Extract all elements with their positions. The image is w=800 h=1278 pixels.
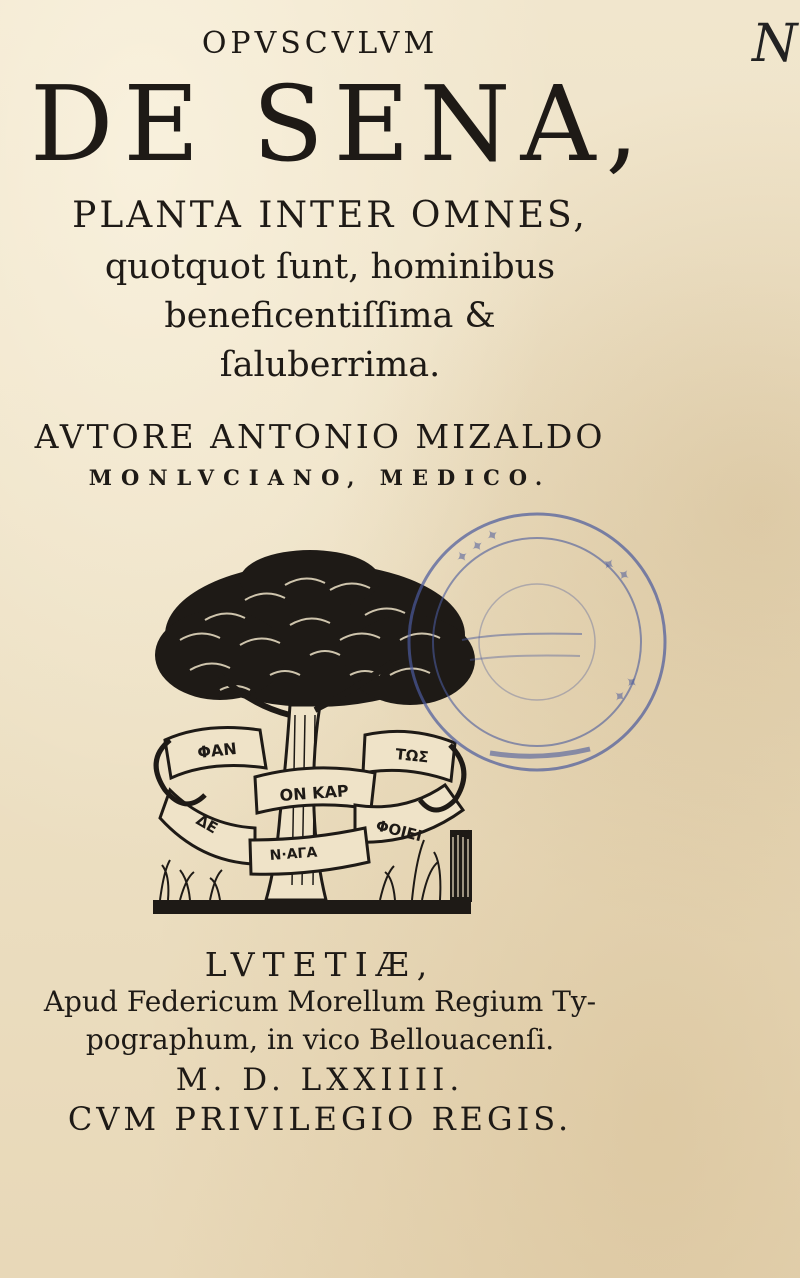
ribbon-word-2: ΤΩΣ <box>394 745 430 767</box>
ribbon-word-6: Ν·ΑΓΑ <box>269 844 318 864</box>
imprint-place: LVTETIÆ, <box>204 945 436 984</box>
library-stamp <box>400 505 675 780</box>
author-origin: MONLVCIANO, MEDICO. <box>88 465 552 490</box>
svg-text:✦ ✦ ✦: ✦ ✦ ✦ <box>451 523 504 569</box>
privilege-line: CVM PRIVILEGIO REGIS. <box>67 1100 573 1138</box>
imprint-year: M. D. LXXIIII. <box>175 1062 465 1098</box>
ribbon-word-4: ΦΟΙΕΙ <box>374 816 424 846</box>
ribbon-word-3: ΟΝ ΚΑΡ <box>278 781 350 805</box>
svg-text:✦ ✦: ✦ ✦ <box>608 670 644 708</box>
imprint-printer-line-1: Apud Federicum Morellum Regium Ty- <box>43 985 597 1018</box>
main-title: DE SENA, <box>30 63 649 185</box>
subtitle-line-4: ſaluberrima. <box>219 345 441 385</box>
subtitle-line-1: PLANTA INTER OMNES, <box>72 195 588 236</box>
ribbon-word-1: ΦΑΝ <box>196 738 238 762</box>
imprint-printer-line-2: pographum, in vico Bellouacenſi. <box>85 1023 555 1056</box>
subtitle-line-3: beneficentiſſima & <box>164 296 496 336</box>
ribbon-word-5: ΔΕ <box>193 810 221 838</box>
author-line: AVTORE ANTONIO MIZALDO <box>34 417 606 456</box>
shelf-mark: N <box>752 14 798 74</box>
subtitle-line-2: quotquot ſunt, hominibus <box>104 247 556 287</box>
title-opusculum: OPVSCVLVM <box>201 26 439 61</box>
svg-text:✦ ✦: ✦ ✦ <box>597 552 635 587</box>
